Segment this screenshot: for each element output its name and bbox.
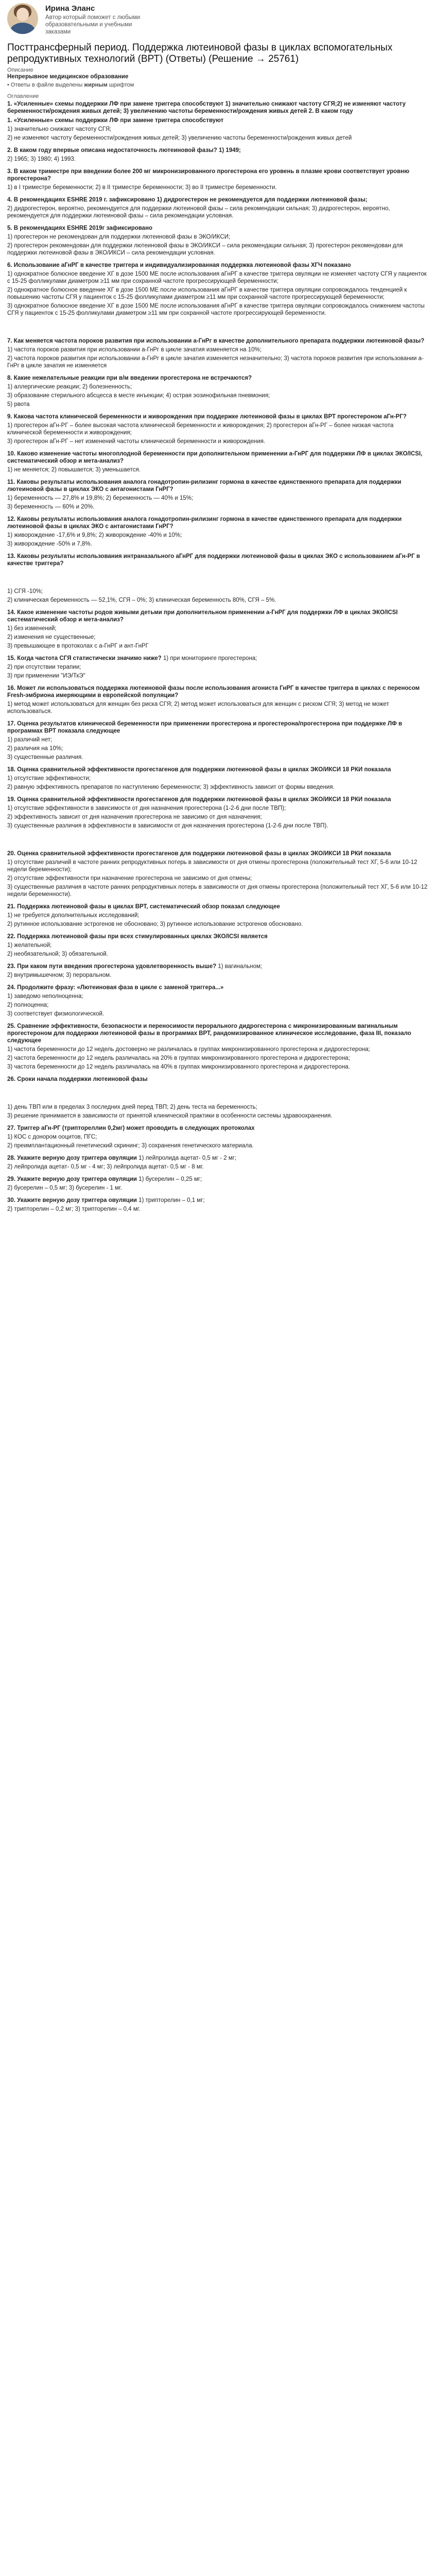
- question-text: [7, 1125, 429, 1132]
- page: [0, 0, 436, 1213]
- question-text: [7, 720, 429, 735]
- question-label: 26. Сроки начала поддержки лютеиновой фазы: [7, 1076, 148, 1082]
- question-text: [7, 766, 429, 773]
- answer-option: 3) существенные различия.: [7, 754, 83, 760]
- answer-option: 2) прогестерон рекомендован для поддержки лютеиновой фазы в ЭКО/ИКСИ – сила рекомендации сильная; 3) прогестерон рекомендован для поддержки лютеиновой фазы в ЭКО/ИКСИ – сила рекомендации условная.: [7, 243, 403, 256]
- answer-option: 3) решение принимается в зависимости от принятой клинической практики в особенности системы здравоохранения.: [7, 1113, 333, 1119]
- answer-option: 2) лейпролида ацетат- 0,5 мг - 4 мг; 3) лейпролида ацетат- 0,5 мг - 8 мг.: [7, 1164, 204, 1170]
- question-text: [7, 1176, 429, 1183]
- question-text: [7, 685, 429, 699]
- question-item: [7, 720, 429, 761]
- question-text: [7, 375, 429, 382]
- question-label: 11. Каковы результаты использования аналога гонадотропин-рилизинг гормона в качестве единственного препарата для поддержки лютеиновой фазы в циклах ЭКО с антагонистами ГнРГ?: [7, 479, 402, 493]
- answer-option: 3) при применении "ИЭ/ТкЭ": [7, 673, 85, 679]
- answer-option: 2) частота пороков развития при использовании а-ГнРг в цикле зачатия изменяется незначительно; 3) частота пороков развития при использовании а-ГнРг в цикле зачатия не изменяется: [7, 355, 424, 369]
- question-text: [7, 609, 429, 623]
- question-item: [7, 609, 429, 650]
- question-text: [7, 516, 429, 530]
- author-name[interactable]: Ирина Эланс: [45, 4, 95, 13]
- author-block: [7, 3, 429, 36]
- question-text: [7, 262, 429, 269]
- question-item: [7, 196, 429, 219]
- author-avatar[interactable]: [7, 3, 38, 34]
- question-item: [7, 588, 429, 604]
- question-label: 2. В каком году впервые описана недостаточность лютеиновой фазы? 1) 1949;: [7, 147, 241, 154]
- answer-option: 2) равную эффективность препаратов по наступлению беременности; 3) эффективность зависит от формы введения.: [7, 784, 335, 790]
- question-list: [7, 117, 429, 1213]
- note-bold: жирным: [84, 82, 108, 88]
- question-text: [7, 337, 429, 345]
- question-label: 3. В каком триместре при введении более 200 мг микронизированного прогестерона его уровень в плазме крови соответствует уровню прогестерона?: [7, 168, 410, 182]
- answer-option: 3) образование стерильного абсцесса в месте инъекции; 4) острая эозинофильная пневмония;: [7, 393, 270, 399]
- answer-option: 2) 1965; 3) 1980; 4) 1993.: [7, 156, 76, 162]
- answer-option: 1) метод может использоваться для женщин без риска СГЯ; 2) метод может использоваться для женщин с риском СГЯ; 3) метод не может использоваться.: [7, 701, 389, 715]
- answer-option: 2) изменения не существенные;: [7, 634, 96, 640]
- toc-label: Оглавление: [7, 93, 39, 99]
- question-label: 27. Триггер аГн-РГ (триптореллин 0,2мг) может проводить в следующих протоколах: [7, 1125, 255, 1131]
- question-item: [7, 933, 429, 958]
- answer-option: 5) рвота: [7, 401, 30, 408]
- question-item: [7, 1176, 429, 1192]
- answer-option: 1) живорождение -17,6% и 9,8%; 2) живорождение -40% и 10%;: [7, 532, 182, 538]
- question-label: 10. Каково изменение частоты многоплодной беременности при дополнительном применении а-ГнРГ для поддержки ЛФ в циклах ЭКО/ICSI, систематический обзор и мета-анализ?: [7, 451, 423, 464]
- question-text: [7, 903, 429, 910]
- category-link[interactable]: Непрерывное медицинское образование: [7, 74, 129, 80]
- question-item: [7, 479, 429, 511]
- question-text: [7, 1197, 429, 1204]
- answer-option: 1) в I триместре беременности; 2) в II триместре беременности; 3) во II триместре беременности.: [7, 184, 277, 191]
- answer-option: 1) СГЯ -10%;: [7, 588, 43, 595]
- answer-option: 1) заведомо неполноценна;: [7, 993, 83, 999]
- answer-option: 1) отсутствие эффективности в зависимости от дня назначения прогестерона (1-2-6 дни после ТВП);: [7, 805, 286, 811]
- question-item: [7, 903, 429, 928]
- answer-option: 1) прогестерон не рекомендован для поддержки лютеиновой фазы в ЭКО/ИКСИ;: [7, 234, 231, 240]
- answer-inline: 1) лейпролида ацетат- 0,5 мг - 2 мг;: [136, 1155, 237, 1161]
- answer-option: 2) однократное болюсное введение ХГ в дозе 1500 МЕ после использования аГнРГ в качестве триггера овуляции сопровождалось тенденцией к повышению частоты СГЯ у пациенток с 15-25 фолликулами диаметром ≥11 мм при сохранной частоте прогрессирующей беременности;: [7, 287, 407, 300]
- page-break-gap: [7, 572, 429, 588]
- answers-note: [7, 82, 429, 88]
- answer-option: 1) день ТВП или в пределах 3 последних дней перед ТВП; 2) день теста на беременность;: [7, 1104, 257, 1110]
- answer-option: 2) эффективность зависит от дня назначения прогестерона не зависимо от дня назначения;: [7, 814, 262, 820]
- answer-option: 2) не изменяют частоту беременности/рождения живых детей; 3) увеличению частоты беременности/рождения живых детей: [7, 135, 352, 141]
- question-text: [7, 984, 429, 991]
- question-label: 24. Продолжите фразу: «Лютеиновая фаза в цикле с заменой триггера...»: [7, 985, 224, 991]
- answer-inline: 1) вагинальном;: [216, 963, 263, 970]
- answer-option: 2) необязательной; 3) обязательной.: [7, 951, 108, 957]
- question-item: [7, 963, 429, 979]
- question-label: 25. Сравнение эффективности, безопасности и переносимости перорального дидрогестерона с микронизированным вагинальным прогестероном для поддержки лютеиновой фазы в программах ВРТ, рандомизированное клиническое исследование, фаза III, показало следующее: [7, 1023, 411, 1044]
- question-item: [7, 1125, 429, 1149]
- question-label: 14. Какое изменение частоты родов живыми детьми при дополнительном применении а-ГнРГ для поддержки ЛФ в циклах ЭКО/ICSI систематический обзор и мета-анализ?: [7, 609, 398, 623]
- author-info: [45, 3, 143, 36]
- answer-option: 1) не требуется дополнительных исследований;: [7, 912, 139, 919]
- question-item: [7, 1155, 429, 1171]
- question-text: [7, 196, 429, 204]
- answer-option: 1) частота пороков развития при использовании а-ГнРг в цикле зачатия изменяется на 10%;: [7, 347, 261, 353]
- answer-option: 1) без изменений;: [7, 625, 57, 632]
- question-label: 7. Как меняется частота пороков развития при использовании а-ГнРг в качестве дополнительного препарата поддержки лютеиновой фазы?: [7, 338, 425, 344]
- answer-option: 1) различий нет;: [7, 737, 53, 743]
- question-item: [7, 655, 429, 680]
- question-item: [7, 553, 429, 567]
- question-text: [7, 1155, 429, 1162]
- question-item: [7, 796, 429, 829]
- answer-option: 2) трипторелин – 0,2 мг; 3) трипторелин – 0,4 мг.: [7, 1206, 141, 1212]
- question-label: 28. Укажите верную дозу триггера овуляции: [7, 1155, 137, 1161]
- question-label: 8. Какие нежелательные реакции при в/м введении прогестерона не встречаются?: [7, 375, 252, 381]
- question-label: 23. При каком пути введения прогестерона удовлетворенность выше?: [7, 963, 217, 970]
- answer-inline: 1) трипторелин – 0,1 мг;: [136, 1197, 205, 1204]
- answer-option: 2) частота беременности до 12 недель различалась на 20% в группах микронизированного прогестерона и дидрогестерона;: [7, 1055, 350, 1061]
- page-break-gap: [7, 322, 429, 337]
- question-label: 29. Укажите верную дозу триггера овуляции: [7, 1176, 137, 1182]
- question-label: 1. «Усиленные» схемы поддержки ЛФ при замене триггера способствуют: [7, 117, 224, 124]
- answer-option: 1) отсутствие различий в частоте ранних репродуктивных потерь в зависимости от дня отмены прогестерона (положительный тест ХГ, 5-6 или 10-12 недели беременности);: [7, 859, 417, 873]
- question-text: [7, 147, 429, 154]
- answer-option: 2) дидрогестерон, вероятно, рекомендуется для поддержки лютеиновой фазы – сила рекомендации сильная; 3) дидрогестерон, вероятно, рекомендуется для поддержки лютеиновой фазы – сила рекомендации условная.: [7, 206, 390, 219]
- answer-option: 3) превышающее в протоколах с а-ГнРГ и ант-ГнРГ: [7, 643, 149, 649]
- question-item: [7, 516, 429, 548]
- answer-option: 1) беременность — 27,8% и 19,8%; 2) беременность — 40% и 15%;: [7, 495, 194, 501]
- question-item: [7, 117, 429, 142]
- question-text: [7, 117, 429, 124]
- question-item: [7, 262, 429, 317]
- note-suffix: шрифтом: [107, 82, 134, 88]
- question-item: [7, 1023, 429, 1071]
- question-label: 22. Поддержка лютеиновой фазы при всех стимулированных циклах ЭКО/ICSI является: [7, 934, 268, 940]
- answer-option: 2) рутинное использование эстрогенов не обосновано; 3) рутинное использование эстрогенов обосновано.: [7, 921, 303, 927]
- question-label: 9. Какова частота клинической беременности и живорождения при поддержке лютеиновой фазы в циклах ВРТ прогестероном аГн-РГ?: [7, 414, 407, 420]
- page-title: Посттрансферный период. Поддержка лютеиновой фазы в циклах вспомогательных репродуктивных технологий (ВРТ) (Ответы) (Решение → 25761): [7, 42, 393, 64]
- question-text: [7, 655, 429, 662]
- question-label: 19. Оценка сравнительной эффективности прогестагенов для поддержки лютеиновой фазы в циклах ЭКО/ИКСИ 18 РКИ показала: [7, 796, 391, 803]
- question-item: [7, 984, 429, 1018]
- answer-option: 3) беременность — 60% и 20%.: [7, 504, 95, 510]
- note-bullet: •: [7, 82, 11, 88]
- question-text: [7, 225, 429, 232]
- answer-option: 3) частота беременности до 12 недель различалась на 40% в группах микронизированного прогестерона и дидрогестерона.: [7, 1064, 350, 1070]
- answer-option: 2) отсутствие эффективности при назначение прогестерона не зависимо от дня отмены;: [7, 875, 252, 882]
- answer-option: 3) прогестерон аГн-РГ – нет изменений частоты клинической беременности и живорождения.: [7, 438, 266, 445]
- question-item: [7, 1104, 429, 1120]
- answer-option: 1) значительно снижают частоту СГЯ;: [7, 126, 112, 132]
- question-text: [7, 553, 429, 567]
- author-description: Автор который поможет с любыми образовательными и учебными заказами: [45, 14, 141, 35]
- question-text: [7, 933, 429, 940]
- answer-option: 2) различия на 10%;: [7, 745, 63, 752]
- answer-option: 1) однократное болюсное введение ХГ в дозе 1500 МЕ после использования аГнРГ в качестве триггера овуляции не изменяет частоту СГЯ у пациенток с 15-25 фолликулами диаметром ≥11 мм при сохранной частоте прогрессирующей беременности;: [7, 271, 427, 284]
- question-label: 4. В рекомендациях ESHRE 2019 г. зафиксировано 1) дидрогестерон не рекомендуется для поддержки лютеиновой фазы;: [7, 197, 368, 203]
- question-item: [7, 766, 429, 791]
- toc-text: 1. «Усиленные» схемы поддержки ЛФ при замене триггера способствуют 1) значительно снижают частоту СГЯ;2) не изменяют частоту беременности/рождения живых детей; 3) увеличению частоты беременности/рождения живых детей 2. В каком году: [7, 101, 406, 114]
- question-text: [7, 168, 429, 182]
- answer-option: 1) КОС с донором ооцитов, ПГС;: [7, 1134, 97, 1140]
- question-text: [7, 796, 429, 803]
- question-item: [7, 685, 429, 715]
- page-break-gap: [7, 835, 429, 850]
- answer-option: 3) существенные различия в частоте ранних репродуктивных потерь в зависимости от дня отмены прогестерона (положительный тест ХГ, 5-6 или 10-12 недели беременности).: [7, 884, 428, 897]
- question-item: [7, 1076, 429, 1083]
- note-prefix: Ответы в файле выделены: [10, 82, 84, 88]
- answer-option: 3) живорождение -50% и 7,8%.: [7, 541, 92, 547]
- question-label: 17. Оценка результатов клинической беременности при применении прогестерона и прогестерона/прогестерона при поддержке ЛФ в программах ВРТ показала следующее: [7, 721, 403, 734]
- page-break-gap: [7, 1088, 429, 1104]
- question-text: [7, 1023, 429, 1044]
- answer-inline: 1) при мониторинге прогестерона;: [161, 655, 257, 662]
- question-item: [7, 375, 429, 408]
- question-item: [7, 450, 429, 473]
- question-text: [7, 479, 429, 493]
- question-item: [7, 225, 429, 257]
- description-label: Описание: [7, 67, 33, 73]
- question-text: [7, 850, 429, 857]
- answer-option: 1) прогестерон аГн-РГ – более высокая частота клинической беременности и живорождения; 2) прогестерон аГн-РГ – более низкая частота клинической беременности и живорождения;: [7, 422, 394, 436]
- question-item: [7, 413, 429, 445]
- question-item: [7, 337, 429, 369]
- answer-option: 2) клиническая беременность — 52,1%, СГЯ – 0%; 3) клиническая беременность 80%, СГЯ – 5%.: [7, 597, 276, 603]
- question-item: [7, 147, 429, 163]
- answer-inline: 1) бусерелин – 0,25 мг;: [136, 1176, 202, 1182]
- question-label: 18. Оценка сравнительной эффективности прогестагенов для поддержки лютеиновой фазы в циклах ЭКО/ИКСИ 18 РКИ показала: [7, 767, 391, 773]
- question-label: 12. Каковы результаты использования аналога гонадотропин-рилизинг гормона в качестве единственного препарата для поддержки лютеиновой фазы в циклах ЭКО с антагонистами ГнРГ?: [7, 516, 402, 530]
- answer-option: 1) аллергические реакции; 2) болезненность;: [7, 384, 132, 390]
- question-label: 15. Когда частота СГЯ статистически значимо ниже?: [7, 655, 162, 662]
- question-item: [7, 168, 429, 191]
- question-label: 30. Укажите верную дозу триггера овуляции: [7, 1197, 137, 1204]
- question-text: [7, 1076, 429, 1083]
- question-item: [7, 850, 429, 898]
- question-text: [7, 963, 429, 970]
- question-label: 21. Поддержка лютеиновой фазы в циклах ВРТ, систематический обзор показал следующее: [7, 904, 280, 910]
- answer-option: 3) соответствует физиологической.: [7, 1011, 104, 1017]
- question-label: 16. Может ли использоваться поддержка лютеиновой фазы после использования агониста ГнРГ в качестве триггера в циклах с переносом Fresh-эмбриона имеряющими в европейской популяции?: [7, 685, 420, 699]
- question-label: 6. Использование аГнРГ в качестве триггера и индивидуализированная поддержка лютеиновой фазы ХГЧ показано: [7, 262, 351, 268]
- answer-option: 2) при отсутствии терапии;: [7, 664, 81, 670]
- answer-option: 2) внутримышечном; 3) пероральном.: [7, 972, 112, 978]
- answer-option: 3) существенные различия в эффективности в зависимости от дня назначения прогестерона (1-2-6 дни после ТВП).: [7, 823, 328, 829]
- answer-option: 1) не меняется; 2) повышается; 3) уменьшается.: [7, 467, 141, 473]
- answer-option: 1) отсутствие эффективности;: [7, 775, 91, 782]
- answer-option: 3) однократное болюсное введение ХГ в дозе 1500 МЕ после использования аГнРГ в качестве триггера овуляции сопровождалось снижением частоты СГЯ у пациенток с 15-25 фолликулами диаметром ≥11 мм при сохранной частоте прогрессирующей беременности.: [7, 303, 425, 316]
- answer-option: 2) преимплантационный генетический скрининг; 3) сохранения генетического материала.: [7, 1143, 254, 1149]
- question-label: 20. Оценка сравнительной эффективности прогестагенов для поддержки лютеиновой фазы в циклах ЭКО/ИКСИ 18 РКИ показала: [7, 851, 391, 857]
- answer-option: 1) желательной;: [7, 942, 52, 948]
- answer-option: 2) бусерелин – 0,5 мг; 3) бусерелин - 1 мг.: [7, 1185, 122, 1191]
- question-text: [7, 450, 429, 465]
- question-label: 5. В рекомендациях ESHRE 2019г зафиксировано: [7, 225, 153, 231]
- question-item: [7, 1197, 429, 1213]
- answer-option: 1) частота беременности до 12 недель достоверно не различалась в группах микронизированного прогестерона и дидрогестерона;: [7, 1046, 370, 1053]
- question-text: [7, 413, 429, 420]
- answer-option: 2) полноценна;: [7, 1002, 49, 1008]
- question-label: 13. Каковы результаты использования интраназального аГнРГ для поддержки лютеиновой фазы в циклах ЭКО с использованием аГн-РГ в качестве триггера?: [7, 553, 420, 567]
